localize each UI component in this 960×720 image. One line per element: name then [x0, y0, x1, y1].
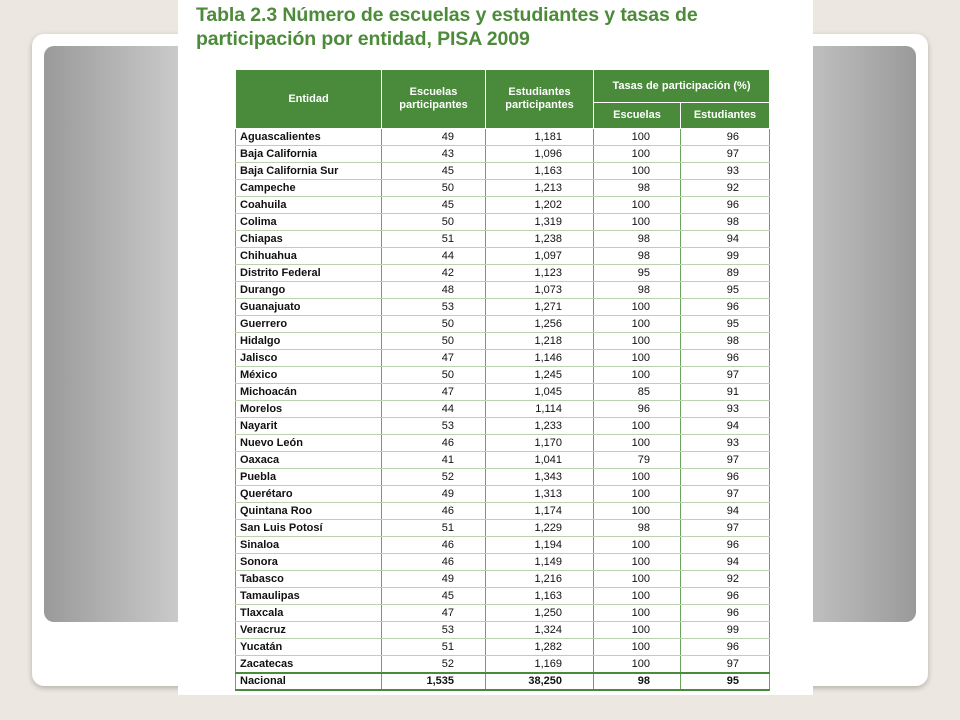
cell-tasa-escuelas: 100 [594, 639, 681, 656]
cell-tasa-estudiantes: 95 [681, 316, 770, 333]
cell-estudiantes: 1,324 [486, 622, 594, 639]
cell-entidad: Veracruz [236, 622, 382, 639]
cell-tasa-estudiantes: 98 [681, 333, 770, 350]
cell-estudiantes: 1,149 [486, 554, 594, 571]
table-row [236, 316, 770, 333]
cell-entidad: Oaxaca [236, 452, 382, 469]
table-row [236, 248, 770, 265]
cell-tasa-escuelas: 100 [594, 622, 681, 639]
table-row [236, 401, 770, 418]
table-row [236, 146, 770, 163]
cell-tasa-escuelas: 100 [594, 554, 681, 571]
cell-escuelas: 52 [382, 469, 486, 486]
cell-tasa-escuelas: 100 [594, 333, 681, 350]
table-row [236, 588, 770, 605]
cell-tasa-escuelas: 95 [594, 265, 681, 282]
cell-escuelas: 47 [382, 605, 486, 622]
cell-entidad: Distrito Federal [236, 265, 382, 282]
cell-entidad: Chiapas [236, 231, 382, 248]
cell-tasa-estudiantes: 96 [681, 299, 770, 316]
cell-tasa-escuelas: 100 [594, 503, 681, 520]
cell-tasa-escuelas: 100 [594, 486, 681, 503]
cell-tasa-escuelas: 98 [594, 282, 681, 299]
cell-tasa-escuelas: 100 [594, 129, 681, 146]
cell-entidad: México [236, 367, 382, 384]
cell-tasa-escuelas: 100 [594, 316, 681, 333]
table-row [236, 554, 770, 571]
table-row [236, 469, 770, 486]
cell-entidad: Tamaulipas [236, 588, 382, 605]
cell-entidad: Hidalgo [236, 333, 382, 350]
cell-estudiantes: 1,245 [486, 367, 594, 384]
cell-entidad: Colima [236, 214, 382, 231]
cell-entidad: Tabasco [236, 571, 382, 588]
cell-escuelas: 51 [382, 639, 486, 656]
cell-escuelas: 50 [382, 333, 486, 350]
cell-escuelas: 50 [382, 316, 486, 333]
cell-estudiantes: 1,114 [486, 401, 594, 418]
cell-entidad: Jalisco [236, 350, 382, 367]
cell-estudiantes: 1,170 [486, 435, 594, 452]
cell-estudiantes: 1,041 [486, 452, 594, 469]
header-tasas-participacion: Tasas de participación (%) [594, 70, 770, 103]
table-row-total [236, 673, 770, 690]
cell-tasa-escuelas: 100 [594, 163, 681, 180]
table-row [236, 537, 770, 554]
cell-estudiantes: 1,256 [486, 316, 594, 333]
table-row [236, 282, 770, 299]
cell-estudiantes: 1,045 [486, 384, 594, 401]
cell-tasa-estudiantes: 97 [681, 520, 770, 537]
cell-estudiantes: 1,229 [486, 520, 594, 537]
cell-tasa-estudiantes: 93 [681, 401, 770, 418]
table-row [236, 486, 770, 503]
cell-entidad: Chihuahua [236, 248, 382, 265]
cell-escuelas: 46 [382, 435, 486, 452]
cell-tasa-escuelas: 98 [594, 180, 681, 197]
table-row [236, 418, 770, 435]
table-row [236, 214, 770, 231]
cell-estudiantes: 1,216 [486, 571, 594, 588]
cell-escuelas: 53 [382, 622, 486, 639]
cell-tasa-escuelas: 100 [594, 537, 681, 554]
cell-tasa-estudiantes: 99 [681, 622, 770, 639]
cell-entidad: Campeche [236, 180, 382, 197]
cell-estudiantes: 1,146 [486, 350, 594, 367]
table-row [236, 503, 770, 520]
table-row [236, 350, 770, 367]
cell-entidad: Nayarit [236, 418, 382, 435]
cell-tasa-estudiantes: 94 [681, 503, 770, 520]
cell-estudiantes: 1,250 [486, 605, 594, 622]
cell-tasa-estudiantes: 94 [681, 231, 770, 248]
cell-entidad: Sonora [236, 554, 382, 571]
cell-tasa-estudiantes: 96 [681, 350, 770, 367]
cell-tasa-estudiantes: 97 [681, 486, 770, 503]
table-row [236, 333, 770, 350]
cell-tasa-escuelas: 100 [594, 146, 681, 163]
cell-tasa-escuelas: 100 [594, 656, 681, 674]
cell-escuelas: 49 [382, 129, 486, 146]
table-row [236, 197, 770, 214]
table-row [236, 656, 770, 674]
cell-tasa-escuelas: 100 [594, 197, 681, 214]
cell-tasa-estudiantes: 96 [681, 588, 770, 605]
cell-estudiantes: 1,319 [486, 214, 594, 231]
cell-entidad: Durango [236, 282, 382, 299]
table-row [236, 367, 770, 384]
table-row [236, 452, 770, 469]
table-row [236, 571, 770, 588]
participation-table [235, 69, 770, 691]
cell-estudiantes: 1,202 [486, 197, 594, 214]
table-body [236, 129, 770, 691]
table-row [236, 435, 770, 452]
cell-estudiantes: 1,169 [486, 656, 594, 674]
cell-entidad: Zacatecas [236, 656, 382, 674]
cell-entidad: Puebla [236, 469, 382, 486]
cell-entidad: Tlaxcala [236, 605, 382, 622]
table-row [236, 384, 770, 401]
cell-tasa-estudiantes: 96 [681, 129, 770, 146]
cell-escuelas: 47 [382, 350, 486, 367]
cell-entidad: Aguascalientes [236, 129, 382, 146]
cell-escuelas: 43 [382, 146, 486, 163]
cell-tasa-estudiantes: 96 [681, 537, 770, 554]
cell-tasa-estudiantes: 91 [681, 384, 770, 401]
cell-tasa-escuelas: 100 [594, 214, 681, 231]
cell-estudiantes: 1,174 [486, 503, 594, 520]
header-tasa-estudiantes: Estudiantes [681, 103, 770, 129]
cell-escuelas: 50 [382, 214, 486, 231]
header-tasa-escuelas: Escuelas [594, 103, 681, 129]
cell-escuelas: 45 [382, 197, 486, 214]
cell-estudiantes: 38,250 [486, 673, 594, 690]
cell-tasa-estudiantes: 97 [681, 367, 770, 384]
table-image [178, 0, 813, 695]
cell-estudiantes: 1,282 [486, 639, 594, 656]
cell-tasa-escuelas: 100 [594, 435, 681, 452]
cell-estudiantes: 1,097 [486, 248, 594, 265]
cell-tasa-escuelas: 100 [594, 367, 681, 384]
cell-entidad: Quintana Roo [236, 503, 382, 520]
cell-tasa-estudiantes: 97 [681, 452, 770, 469]
cell-tasa-estudiantes: 92 [681, 571, 770, 588]
cell-tasa-estudiantes: 97 [681, 146, 770, 163]
table-row [236, 299, 770, 316]
cell-estudiantes: 1,096 [486, 146, 594, 163]
cell-entidad: Michoacán [236, 384, 382, 401]
cell-escuelas: 50 [382, 367, 486, 384]
cell-escuelas: 47 [382, 384, 486, 401]
cell-tasa-estudiantes: 96 [681, 469, 770, 486]
table-row [236, 605, 770, 622]
cell-entidad: Sinaloa [236, 537, 382, 554]
cell-entidad: Guerrero [236, 316, 382, 333]
cell-estudiantes: 1,163 [486, 163, 594, 180]
cell-estudiantes: 1,218 [486, 333, 594, 350]
cell-tasa-escuelas: 85 [594, 384, 681, 401]
cell-estudiantes: 1,313 [486, 486, 594, 503]
cell-estudiantes: 1,123 [486, 265, 594, 282]
cell-estudiantes: 1,194 [486, 537, 594, 554]
cell-entidad: Nacional [236, 673, 382, 690]
cell-tasa-escuelas: 96 [594, 401, 681, 418]
cell-entidad: Morelos [236, 401, 382, 418]
cell-tasa-estudiantes: 94 [681, 554, 770, 571]
header-entidad: Entidad [236, 70, 382, 129]
table-row [236, 639, 770, 656]
cell-escuelas: 41 [382, 452, 486, 469]
table-row [236, 163, 770, 180]
table-row [236, 520, 770, 537]
cell-tasa-estudiantes: 96 [681, 605, 770, 622]
cell-escuelas: 46 [382, 554, 486, 571]
cell-escuelas: 44 [382, 401, 486, 418]
cell-estudiantes: 1,233 [486, 418, 594, 435]
cell-escuelas: 49 [382, 486, 486, 503]
cell-escuelas: 53 [382, 299, 486, 316]
cell-escuelas: 53 [382, 418, 486, 435]
cell-tasa-escuelas: 98 [594, 673, 681, 690]
cell-entidad: Yucatán [236, 639, 382, 656]
cell-escuelas: 42 [382, 265, 486, 282]
cell-estudiantes: 1,163 [486, 588, 594, 605]
cell-entidad: Baja California [236, 146, 382, 163]
table-row [236, 231, 770, 248]
table-row [236, 622, 770, 639]
cell-escuelas: 50 [382, 180, 486, 197]
cell-escuelas: 45 [382, 163, 486, 180]
cell-tasa-escuelas: 100 [594, 350, 681, 367]
header-escuelas-participantes: Escuelas participantes [382, 70, 486, 129]
cell-tasa-estudiantes: 93 [681, 435, 770, 452]
cell-tasa-escuelas: 100 [594, 299, 681, 316]
cell-escuelas: 51 [382, 231, 486, 248]
cell-estudiantes: 1,213 [486, 180, 594, 197]
cell-escuelas: 49 [382, 571, 486, 588]
cell-escuelas: 44 [382, 248, 486, 265]
cell-escuelas: 46 [382, 537, 486, 554]
cell-estudiantes: 1,343 [486, 469, 594, 486]
cell-tasa-estudiantes: 95 [681, 673, 770, 690]
cell-tasa-escuelas: 100 [594, 588, 681, 605]
cell-escuelas: 48 [382, 282, 486, 299]
cell-tasa-escuelas: 98 [594, 231, 681, 248]
cell-tasa-estudiantes: 99 [681, 248, 770, 265]
cell-tasa-escuelas: 100 [594, 605, 681, 622]
cell-tasa-escuelas: 100 [594, 469, 681, 486]
cell-tasa-estudiantes: 96 [681, 197, 770, 214]
cell-escuelas: 45 [382, 588, 486, 605]
cell-entidad: Nuevo León [236, 435, 382, 452]
cell-escuelas: 46 [382, 503, 486, 520]
cell-estudiantes: 1,181 [486, 129, 594, 146]
cell-tasa-estudiantes: 96 [681, 639, 770, 656]
cell-escuelas: 52 [382, 656, 486, 674]
cell-entidad: Coahuila [236, 197, 382, 214]
table-row [236, 129, 770, 146]
table-row [236, 180, 770, 197]
cell-estudiantes: 1,073 [486, 282, 594, 299]
cell-entidad: Querétaro [236, 486, 382, 503]
cell-tasa-estudiantes: 97 [681, 656, 770, 674]
table-row [236, 265, 770, 282]
cell-escuelas: 1,535 [382, 673, 486, 690]
cell-tasa-estudiantes: 92 [681, 180, 770, 197]
cell-tasa-estudiantes: 98 [681, 214, 770, 231]
cell-tasa-escuelas: 79 [594, 452, 681, 469]
cell-entidad: Baja California Sur [236, 163, 382, 180]
cell-tasa-estudiantes: 93 [681, 163, 770, 180]
cell-tasa-estudiantes: 89 [681, 265, 770, 282]
cell-tasa-escuelas: 100 [594, 418, 681, 435]
cell-tasa-estudiantes: 95 [681, 282, 770, 299]
cell-entidad: Guanajuato [236, 299, 382, 316]
cell-tasa-escuelas: 100 [594, 571, 681, 588]
cell-tasa-estudiantes: 94 [681, 418, 770, 435]
table-title: Tabla 2.3 Número de escuelas y estudiantes y tasas de participación por entidad, PISA 2009 [196, 4, 698, 50]
header-estudiantes-participantes: Estudiantes participantes [486, 70, 594, 129]
cell-estudiantes: 1,238 [486, 231, 594, 248]
cell-estudiantes: 1,271 [486, 299, 594, 316]
cell-tasa-escuelas: 98 [594, 248, 681, 265]
cell-escuelas: 51 [382, 520, 486, 537]
cell-tasa-escuelas: 98 [594, 520, 681, 537]
cell-entidad: San Luis Potosí [236, 520, 382, 537]
